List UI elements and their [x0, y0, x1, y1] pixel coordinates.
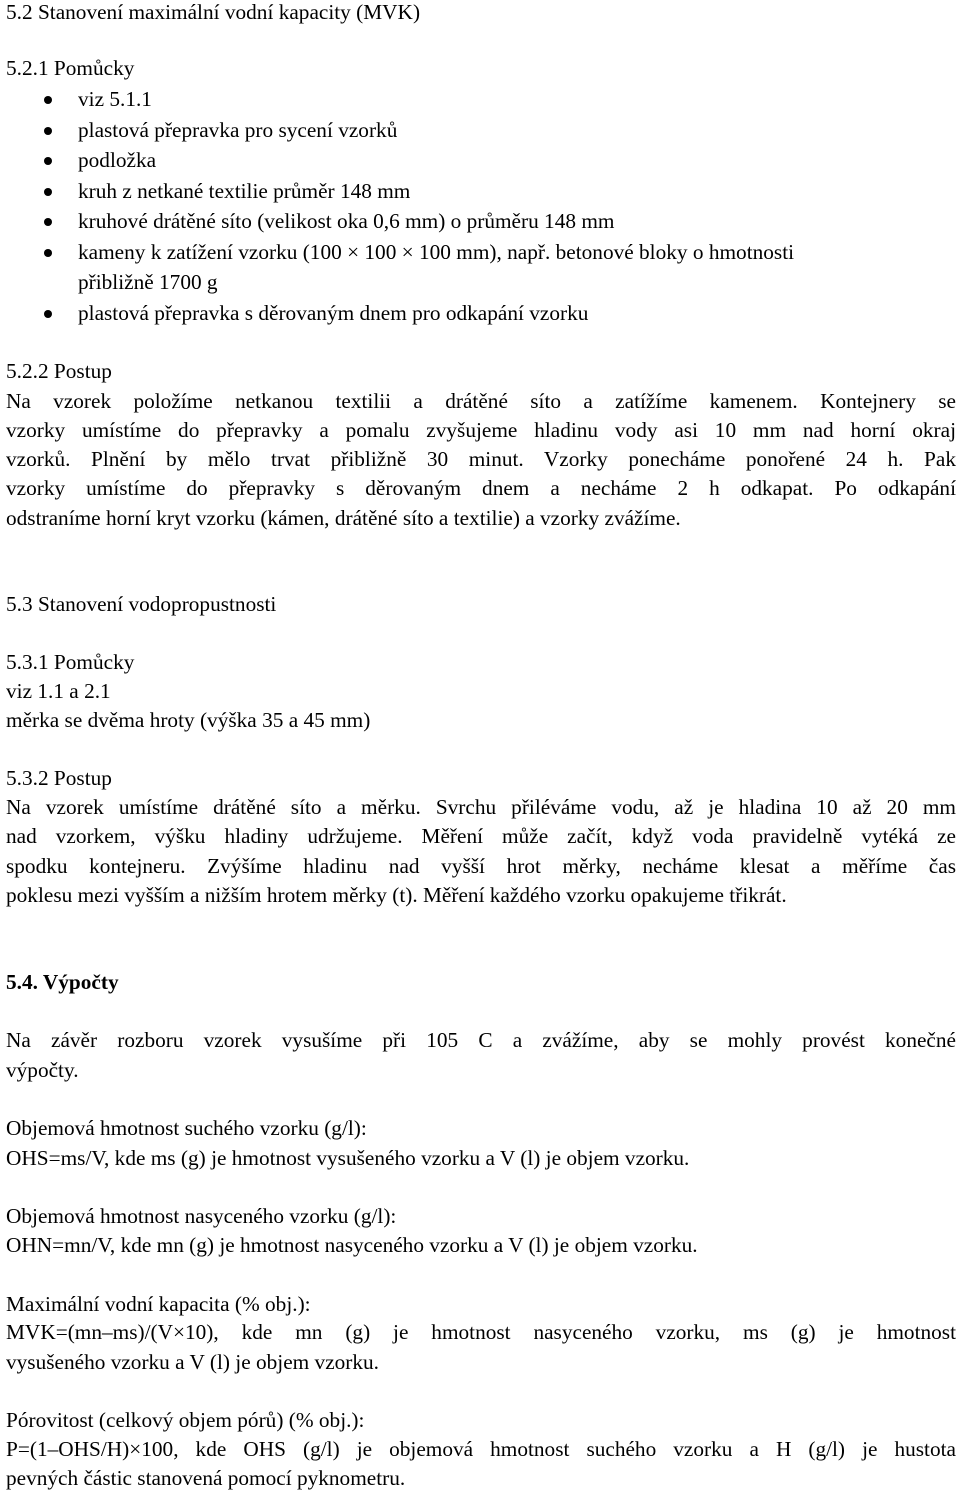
formula-line: vysušeného vzorku a V (l) je objem vzorku. [6, 1350, 380, 1374]
section-heading-5-2: 5.2 Stanovení maximální vodní kapacity (MVK) [6, 0, 421, 24]
formula-line: pevných částic stanovená pomocí pyknometru. [6, 1466, 406, 1490]
bullet-icon [44, 218, 52, 226]
subsection-heading-5-2-2: 5.2.2 Postup [6, 359, 112, 383]
paragraph-line: Na vzorek položíme netkanou textilii a drátěné síto a zatížíme kamenem. Kontejnery se [6, 389, 956, 413]
formula-line: MVK=(mn–ms)/(V×10), kde mn (g) je hmotnost nasyceného vzorku, ms (g) je hmotnost [6, 1320, 956, 1344]
bullet-icon [44, 310, 52, 318]
paragraph-line: vzorky umístíme do přepravky s děrovaným dnem a necháme 2 h odkapat. Po odkapání [6, 476, 956, 500]
formula-line: OHN=mn/V, kde mn (g) je hmotnost nasyceného vzorku a V (l) je objem vzorku. [6, 1233, 698, 1257]
bullet-icon [44, 157, 52, 165]
paragraph-line: vzorky umístíme do přepravky a pomalu zvyšujeme hladinu vody asi 10 mm nad horní okraj [6, 418, 956, 442]
formula-title: Objemová hmotnost suchého vzorku (g/l): [6, 1116, 367, 1140]
subsection-heading-5-3-2: 5.3.2 Postup [6, 766, 112, 790]
formula-title: Maximální vodní kapacita (% obj.): [6, 1292, 311, 1316]
formula-title: Objemová hmotnost nasyceného vzorku (g/l): [6, 1204, 397, 1228]
bullet-icon [44, 249, 52, 257]
list-item: měrka se dvěma hroty (výška 35 a 45 mm) [6, 708, 371, 732]
section-heading-5-3: 5.3 Stanovení vodopropustnosti [6, 592, 277, 616]
subsection-heading-5-3-1: 5.3.1 Pomůcky [6, 650, 135, 674]
list-item-continuation: přibližně 1700 g [78, 270, 218, 294]
bullet-icon [44, 96, 52, 104]
paragraph-line: výpočty. [6, 1058, 79, 1082]
formula-title: Pórovitost (celkový objem pórů) (% obj.): [6, 1408, 365, 1432]
paragraph-line: spodku kontejneru. Zvýšíme hladinu nad vyšší hrot měrky, necháme klesat a měříme čas [6, 854, 956, 878]
paragraph-line: vzorků. Plnění by mělo trvat přibližně 30 minut. Vzorky ponecháme ponořené 24 h. Pak [6, 447, 956, 471]
paragraph-line: Na závěr rozboru vzorek vysušíme při 105 C a zvážíme, aby se mohly provést konečné [6, 1028, 956, 1052]
paragraph-line: Na vzorek umístíme drátěné síto a měrku. Svrchu přiléváme vodu, až je hladina 10 až 20 mm [6, 795, 956, 819]
bullet-icon [44, 127, 52, 135]
subsection-heading-5-2-1: 5.2.1 Pomůcky [6, 56, 135, 80]
formula-line: OHS=ms/V, kde ms (g) je hmotnost vysušeného vzorku a V (l) je objem vzorku. [6, 1146, 690, 1170]
bullet-icon [44, 188, 52, 196]
paragraph-line: odstraníme horní kryt vzorku (kámen, drátěné síto a textilie) a vzorky zvážíme. [6, 506, 681, 530]
paragraph-line: nad vzorkem, výšku hladiny udržujeme. Měření může začít, když voda pravidelně vytéká ze [6, 824, 956, 848]
formula-line: P=(1–OHS/H)×100, kde OHS (g/l) je objemová hmotnost suchého vzorku a H (g/l) je hustota [6, 1437, 956, 1461]
list-item: viz 1.1 a 2.1 [6, 679, 111, 703]
section-heading-5-4: 5.4. Výpočty [6, 970, 119, 994]
paragraph-line: poklesu mezi vyšším a nižším hrotem měrky (t). Měření každého vzorku opakujeme třikrát. [6, 883, 787, 907]
